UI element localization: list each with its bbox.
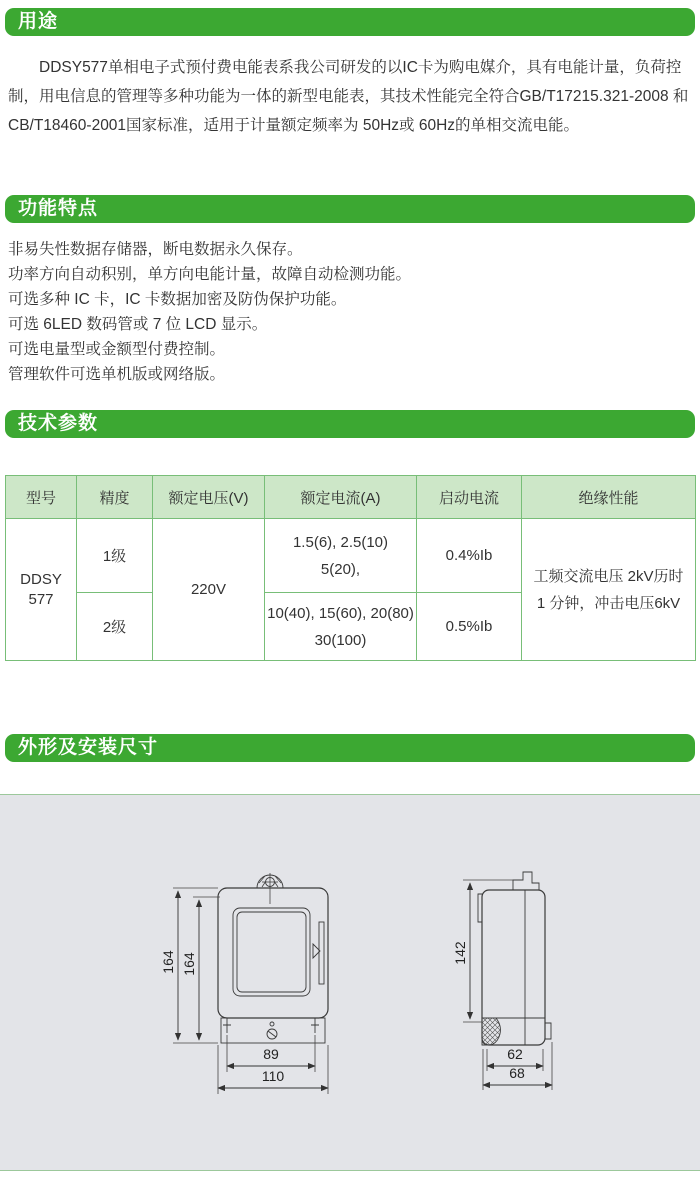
section-header-usage-label: 用途 xyxy=(18,11,59,32)
feature-item: 管理软件可选单机版或网络版。 xyxy=(8,366,226,383)
insulation-line1: 工频交流电压 2kV历时 xyxy=(533,567,684,585)
dim-label-side-height: 142 xyxy=(452,941,468,965)
spec-table xyxy=(5,475,696,661)
front-seal-ring xyxy=(270,1022,274,1026)
cell-accuracy-1: 1级 xyxy=(77,519,153,593)
current-1-line1: 1.5(6), 2.5(10) xyxy=(292,533,389,551)
section-header-dimensions-label: 外形及安装尺寸 xyxy=(18,737,159,758)
section-header-features xyxy=(5,195,695,223)
drawing-panel xyxy=(0,794,700,1171)
dim-label-side-depth-total: 68 xyxy=(509,1065,525,1081)
front-meter-body xyxy=(218,888,328,1018)
cell-starting-current-2: 0.5%Ib xyxy=(417,593,522,661)
dim-label-front-height-total: 164 xyxy=(160,950,176,974)
table-row xyxy=(6,519,696,593)
spec-table-header-row xyxy=(6,476,696,519)
col-header-starting-current: 启动电流 xyxy=(417,476,522,519)
col-header-current: 额定电流(A) xyxy=(265,476,417,519)
col-header-accuracy: 精度 xyxy=(77,476,153,519)
col-header-insulation: 绝缘性能 xyxy=(522,476,696,519)
cell-starting-current-1: 0.4%Ib xyxy=(417,519,522,593)
features-list xyxy=(8,237,692,387)
section-header-specs xyxy=(5,410,695,438)
col-header-voltage: 额定电压(V) xyxy=(153,476,265,519)
front-view-drawing xyxy=(160,873,328,1094)
front-display-window-inner xyxy=(237,912,306,992)
side-bottom-protrusion xyxy=(545,1023,551,1039)
section-header-dimensions xyxy=(5,734,695,762)
cell-insulation xyxy=(522,519,696,661)
current-1-line2: 5(20), xyxy=(320,560,361,578)
model-line1: DDSY xyxy=(20,570,62,588)
dim-label-front-hole-spacing: 89 xyxy=(263,1046,279,1062)
side-terminal-block-hatched xyxy=(482,1018,500,1045)
model-line2: 577 xyxy=(28,590,54,608)
col-header-model: 型号 xyxy=(6,476,77,519)
feature-item: 可选 6LED 数码管或 7 位 LCD 显示。 xyxy=(8,316,268,333)
section-header-specs-label: 技术参数 xyxy=(18,413,99,434)
spec-table-wrap xyxy=(5,475,695,661)
cell-voltage: 220V xyxy=(153,519,265,661)
feature-item: 功率方向自动积别，单方向电能计量，故障自动检测功能。 xyxy=(8,266,412,283)
side-top-tabs xyxy=(513,872,539,890)
cell-current-2 xyxy=(265,593,417,661)
front-mount-marker-right xyxy=(311,1018,319,1033)
insulation-line2: 1 分钟，冲击电压6kV xyxy=(536,594,681,612)
section-header-usage xyxy=(5,8,695,36)
dim-label-front-width: 110 xyxy=(261,1068,285,1084)
front-mount-marker-left xyxy=(223,1018,231,1033)
side-view-drawing xyxy=(452,872,552,1090)
front-card-slot xyxy=(319,922,324,984)
section-header-features-label: 功能特点 xyxy=(18,198,99,219)
dim-label-side-depth-body: 62 xyxy=(507,1046,523,1062)
dim-label-front-height-mounting: 164 xyxy=(181,952,197,976)
current-2-line1: 10(40), 15(60), 20(80) xyxy=(267,604,414,622)
feature-item: 可选电量型或金额型付费控制。 xyxy=(8,341,226,358)
cell-model xyxy=(6,519,77,661)
current-2-line2: 30(100) xyxy=(314,631,367,649)
feature-item: 可选多种 IC 卡，IC 卡数据加密及防伪保护功能。 xyxy=(8,291,347,308)
feature-item: 非易失性数据存储器，断电数据永久保存。 xyxy=(8,241,303,258)
usage-paragraph: DDSY577单相电子式预付费电能表系我公司研发的以IC卡为购电媒介，具有电能计量，负荷控制，用电信息的管理等多种功能为一体的新型电能表，其技术性能完全符合GB/T17215.321-2008 和CB/T18460-2001国家标准，适用于计量额定频率为 50Hz或 60Hz的单相交流电能。 xyxy=(8,59,689,134)
dimension-drawing xyxy=(0,795,700,1170)
front-display-window-outer xyxy=(233,908,310,996)
cell-accuracy-2: 2级 xyxy=(77,593,153,661)
cell-current-1 xyxy=(265,519,417,593)
